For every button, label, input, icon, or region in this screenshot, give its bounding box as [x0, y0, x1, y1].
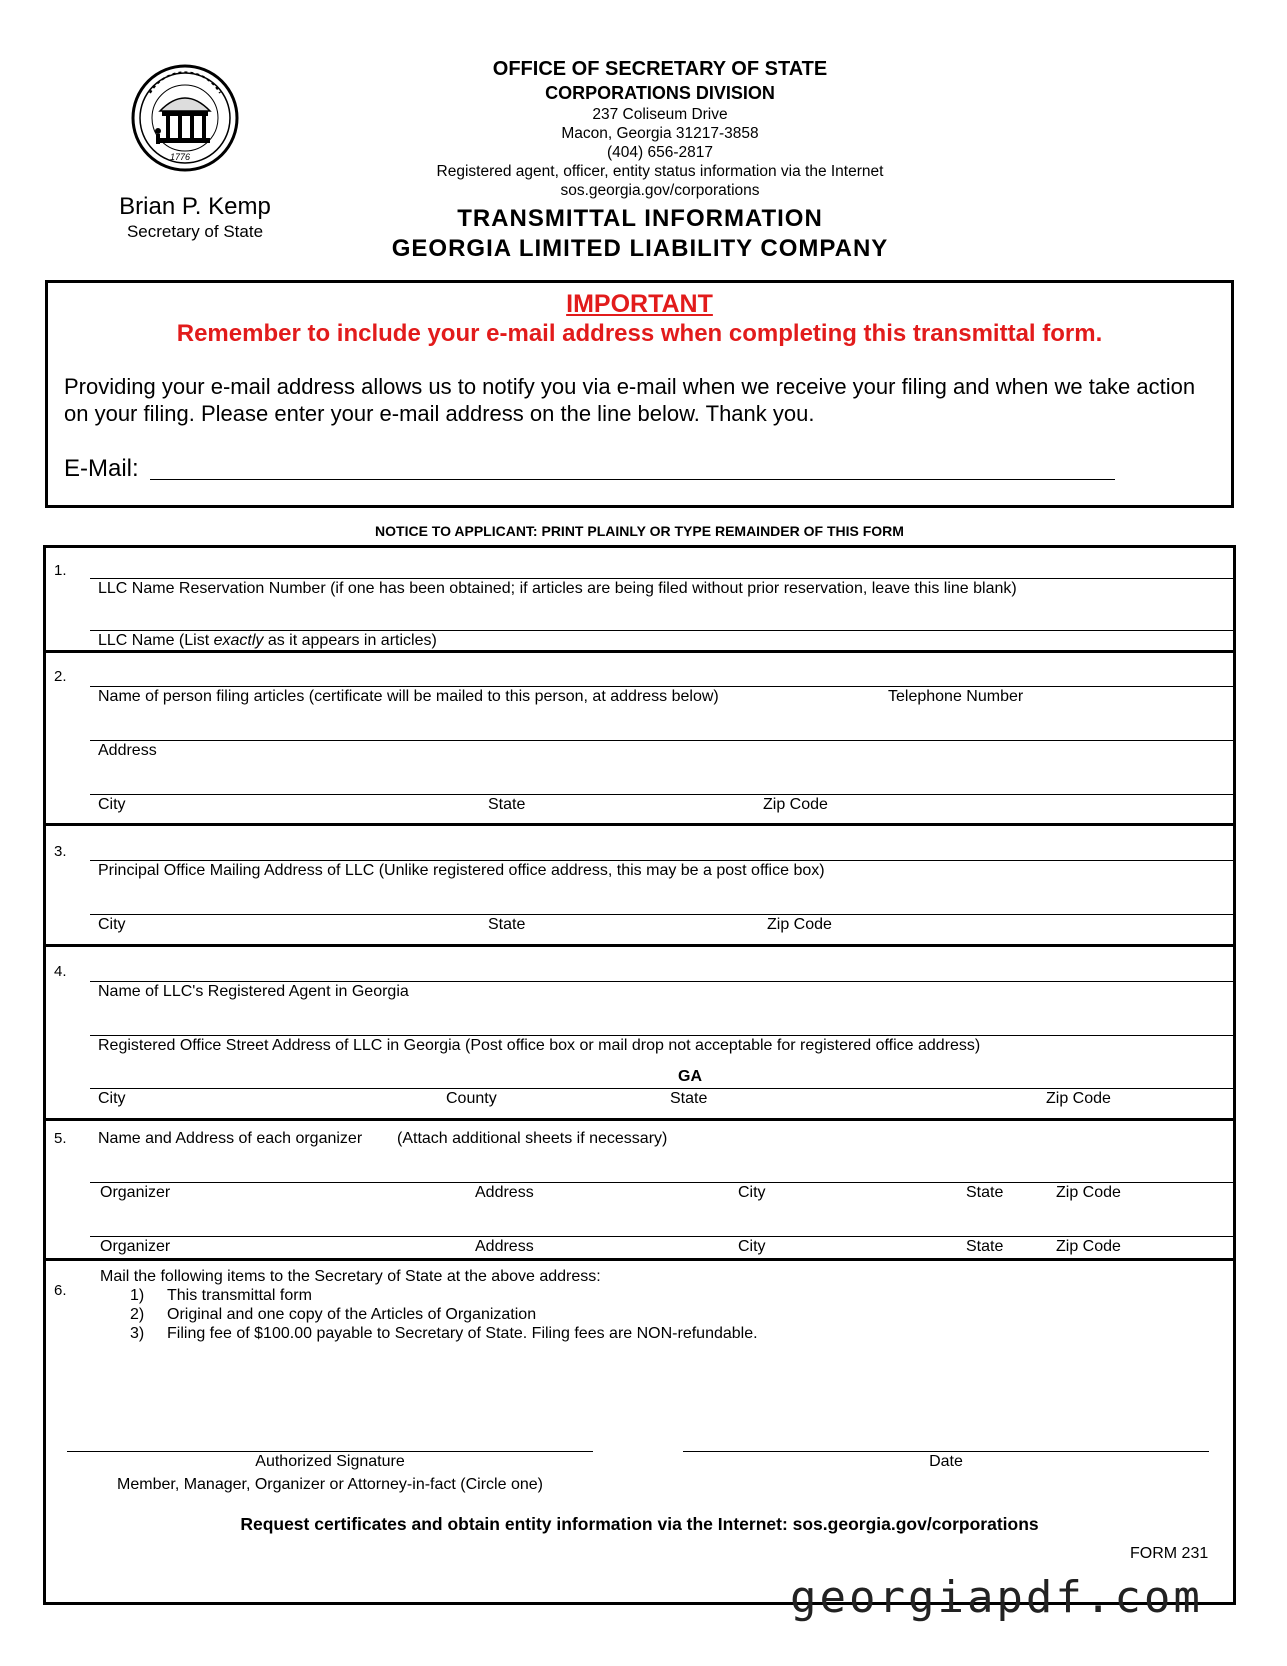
zip-label: Zip Code: [763, 796, 828, 813]
mail-item-number: 2): [130, 1306, 145, 1323]
address-label: Address: [475, 1238, 534, 1255]
state-value-ga: GA: [678, 1068, 702, 1085]
organizers-heading-note: (Attach additional sheets if necessary): [397, 1130, 668, 1147]
organizer-2-field[interactable]: [90, 1236, 1233, 1237]
telephone-label: Telephone Number: [888, 688, 1024, 705]
form-number: FORM 231: [1130, 1545, 1209, 1562]
city-label: City: [98, 916, 126, 933]
zip-label: Zip Code: [1056, 1184, 1121, 1201]
filer-name-field[interactable]: [90, 686, 1233, 687]
section-6-number: 6.: [54, 1282, 67, 1299]
llc-name-label: LLC Name (List exactly as it appears in articles): [98, 632, 437, 649]
georgia-state-seal: [130, 63, 240, 173]
section-5-number: 5.: [54, 1130, 67, 1147]
section-1-number: 1.: [54, 562, 67, 579]
section-divider: [43, 1258, 1236, 1261]
zip-label: Zip Code: [767, 916, 832, 933]
office-street: 237 Coliseum Drive: [592, 106, 728, 123]
mailing-address-label: Principal Office Mailing Address of LLC (Unlike registered office address, this may be a post office box): [98, 862, 825, 879]
mail-instructions-heading: Mail the following items to the Secretary of State at the above address:: [100, 1268, 601, 1285]
section-3-number: 3.: [54, 843, 67, 860]
secretary-name: Brian P. Kemp: [119, 193, 271, 220]
llc-name-field[interactable]: [90, 630, 1233, 631]
division-title: CORPORATIONS DIVISION: [545, 83, 775, 103]
mail-item-text: Original and one copy of the Articles of Organization: [167, 1306, 537, 1323]
seal-year: 1776: [170, 152, 191, 162]
form-title: TRANSMITTAL INFORMATION: [457, 205, 823, 232]
city-label: City: [738, 1238, 766, 1255]
registered-city-county-state-zip-field[interactable]: [90, 1088, 1233, 1089]
internet-note: Registered agent, officer, entity status information via the Internet: [436, 163, 884, 180]
form-subtitle: GEORGIA LIMITED LIABILITY COMPANY: [391, 235, 889, 262]
important-reminder: Remember to include your e-mail address when completing this transmittal form.: [176, 320, 1103, 347]
organizer-1-field[interactable]: [90, 1182, 1233, 1183]
filer-address-field[interactable]: [90, 740, 1233, 741]
filer-city-state-zip-field[interactable]: [90, 794, 1233, 795]
zip-label: Zip Code: [1046, 1090, 1111, 1107]
signer-role-label: Member, Manager, Organizer or Attorney-in-fact (Circle one): [117, 1476, 543, 1493]
section-divider: [43, 944, 1236, 947]
important-body: Providing your e-mail address allows us to notify you via e-mail when we receive your filing and when we take action on your filing. Please enter your e-mail address on the line below. Thank you.: [64, 374, 1196, 426]
organizers-heading: Name and Address of each organizer: [98, 1130, 363, 1147]
date-field[interactable]: [683, 1451, 1209, 1452]
state-label: State: [670, 1090, 708, 1107]
notice-to-applicant: NOTICE TO APPLICANT: PRINT PLAINLY OR TYPE REMAINDER OF THIS FORM: [375, 523, 904, 539]
mail-item-number: 1): [130, 1287, 145, 1304]
registered-office-field[interactable]: [90, 1035, 1233, 1036]
header-website: sos.georgia.gov/corporations: [560, 182, 760, 199]
office-phone: (404) 656-2817: [607, 144, 713, 161]
registered-office-label: Registered Office Street Address of LLC in Georgia (Post office box or mail drop not acceptable for registered office address): [98, 1037, 981, 1054]
state-label: State: [966, 1184, 1004, 1201]
office-title: OFFICE OF SECRETARY OF STATE: [492, 58, 828, 80]
internet-request-note: Request certificates and obtain entity information via the Internet: sos.georgia.gov/corporations: [240, 1514, 1039, 1534]
mail-item-number: 3): [130, 1325, 145, 1342]
date-label: Date: [929, 1453, 963, 1470]
state-label: State: [966, 1238, 1004, 1255]
state-label: State: [488, 916, 526, 933]
llc-reservation-label: LLC Name Reservation Number (if one has been obtained; if articles are being filed without prior reservation, leave this line blank): [98, 580, 1017, 597]
email-label: E-Mail:: [64, 455, 139, 482]
section-divider: [43, 823, 1236, 826]
county-label: County: [446, 1090, 497, 1107]
section-divider: [43, 650, 1236, 653]
secretary-title: Secretary of State: [126, 222, 264, 241]
llc-reservation-number-field[interactable]: [90, 578, 1233, 579]
mail-item-text: Filing fee of $100.00 payable to Secretary of State. Filing fees are NON-refundable.: [167, 1325, 758, 1342]
mailing-city-state-zip-field[interactable]: [90, 914, 1233, 915]
office-city: Macon, Georgia 31217-3858: [561, 125, 759, 142]
important-heading: IMPORTANT: [566, 290, 713, 318]
watermark: georgiapdf.com: [790, 1572, 1203, 1623]
email-field[interactable]: [150, 479, 1115, 480]
address-label: Address: [475, 1184, 534, 1201]
signature-label: Authorized Signature: [255, 1453, 405, 1470]
address-label: Address: [98, 742, 157, 759]
city-label: City: [98, 796, 126, 813]
section-4-number: 4.: [54, 963, 67, 980]
zip-label: Zip Code: [1056, 1238, 1121, 1255]
organizer-label: Organizer: [100, 1184, 171, 1201]
mailing-address-field[interactable]: [90, 860, 1233, 861]
filer-name-label: Name of person filing articles (certificate will be mailed to this person, at address below): [98, 688, 719, 705]
mail-item-text: This transmittal form: [167, 1287, 312, 1304]
city-label: City: [98, 1090, 126, 1107]
organizer-label: Organizer: [100, 1238, 171, 1255]
authorized-signature-field[interactable]: [67, 1451, 593, 1452]
state-label: State: [488, 796, 526, 813]
city-label: City: [738, 1184, 766, 1201]
registered-agent-field[interactable]: [90, 981, 1233, 982]
registered-agent-label: Name of LLC's Registered Agent in Georgia: [98, 983, 409, 1000]
section-divider: [43, 1118, 1236, 1121]
section-2-number: 2.: [54, 668, 67, 685]
